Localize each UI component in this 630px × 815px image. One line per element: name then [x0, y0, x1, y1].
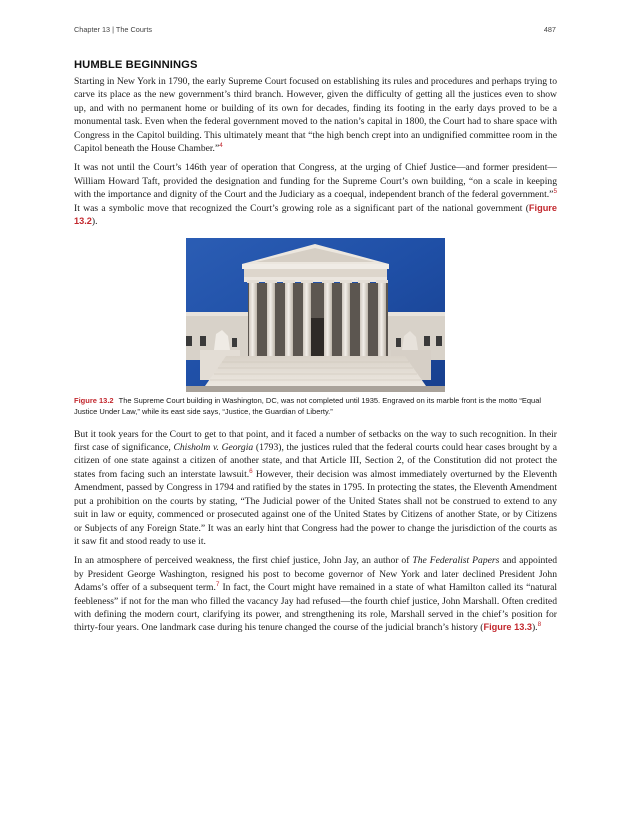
- paragraph-text: It was not until the Court’s 146th year of operation that Congress, at the urging of Chief Justice—and former president—William Howard Taft, provided the designation and funding for the Supreme Court’s own building, “on a scale in keeping with the importance and dignity of the Court and the Judiciary as a coequal, independent branch of the federal government.”: [74, 162, 557, 201]
- page-number: 487: [543, 25, 556, 34]
- footnote-ref-8[interactable]: 8: [537, 621, 542, 629]
- supreme-court-photo: [186, 238, 445, 392]
- paragraph-2: [74, 161, 557, 228]
- paragraph-1: [74, 75, 557, 155]
- paragraph-3: [74, 428, 557, 549]
- figure-label: Figure 13.2: [74, 396, 114, 406]
- footnote-ref-5[interactable]: 5: [553, 188, 557, 196]
- paragraph-text: It was a symbolic move that recognized the Court’s growing role as a significant part of the national government (: [74, 202, 529, 214]
- section-title: HUMBLE BEGINNINGS: [74, 59, 198, 71]
- paragraph-text: and appointed by President George Washington, resigned his post to become governor of New York and later declined President John Adams’s offer of a subsequent term.: [74, 555, 557, 594]
- paragraph-text: ).: [531, 622, 538, 634]
- paragraph-text: ).: [91, 216, 98, 228]
- page-content: [74, 59, 557, 641]
- paragraph-text: (1793), the justices ruled that the federal courts could hear cases brought by a citizen of one state against a citizen of another state, and that Article III, Section 2, of the Constitution did not protect the states from facing such an interstate lawsuit.: [74, 442, 557, 480]
- footnote-ref-6[interactable]: 6: [249, 467, 253, 475]
- figure-13-2: [74, 238, 557, 417]
- paragraph-text: Starting in New York in 1790, the early Supreme Court focused on establishing its rules and procedures and perhaps trying to carve its place as the new government’s third branch. However, given the difficulty of getting all the justices even to show up, and with no permanent home or building of its own for decades, finding its footing in the early days proved to be a monumental task. Even when the federal government moved to the nation’s capital in 1800, the Court had to share space with Congress in the Capitol building. This ultimately meant that “the high bench crept into an undignified committee room in the Capitol beneath the House Chamber.”: [74, 76, 557, 155]
- figure-caption: [74, 396, 557, 417]
- footnote-ref-7[interactable]: 7: [215, 580, 220, 588]
- chapter-title: Chapter 13 | The Courts: [74, 25, 153, 34]
- case-name: Chisholm v. Georgia: [173, 442, 254, 454]
- footnote-ref-4[interactable]: 4: [219, 141, 223, 149]
- figure-link-13-2[interactable]: Figure 13.2: [74, 202, 557, 227]
- book-title: The Federalist Papers: [412, 555, 500, 567]
- figure-link-13-3[interactable]: Figure 13.3: [483, 622, 532, 633]
- paragraph-text: However, their decision was almost immediately overturned by the Eleventh Amendment, passed by Congress in 1794 and ratified by the states in 1795. In protecting the states, the Eleventh Amendment put a prohibition on the courts by stating, “The Judicial power of the United States shall not be construed to extend to any suit in law or equity, commenced or prosecuted against one of the United States by Citizens of another State, or by Citizens or Subjects of any Foreign State.” It was an early hint that Congress had the power to change the jurisdiction of the courts as it saw fit and stood ready to use it.: [74, 468, 557, 547]
- paragraph-4: [74, 554, 557, 634]
- paragraph-text: In fact, the Court might have remained in a state of what Hamilton called its “natural feebleness” if not for the man who filled the vacancy Jay had refused—the fourth chief justice, John Marshall. Often credited with defining the modern court, clarifying its power, and strengthening its role, Marshall served in the chief’s position for thirty-four years. One landmark case during his tenure changed the course of the judicial branch’s history (: [74, 582, 557, 634]
- paragraph-text: In an atmosphere of perceived weakness, the first chief justice, John Jay, an author of: [74, 555, 413, 567]
- paragraph-text: But it took years for the Court to get to that point, and it faced a number of setbacks on the way to such recognition. In their first case of significance,: [74, 428, 557, 454]
- caption-text: The Supreme Court building in Washington, DC, was not completed until 1935. Engraved on its marble front is the motto “Equal Justice Under Law,” while its east side says, “Justice, the Guardian of Liberty.”: [74, 396, 542, 417]
- page-header: [74, 25, 556, 39]
